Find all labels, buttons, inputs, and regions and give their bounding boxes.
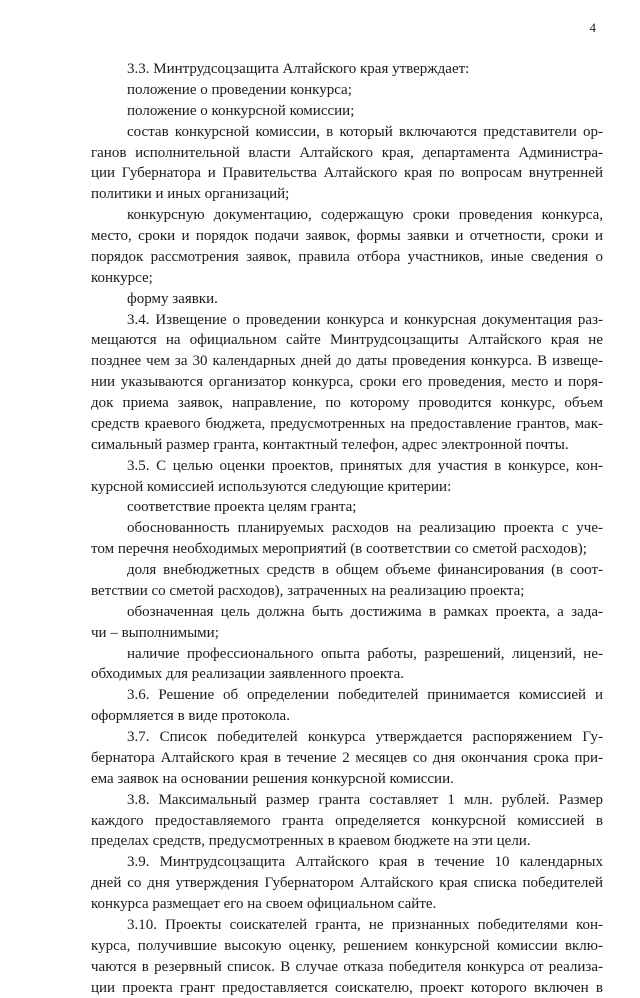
text-line: 3.10. Проекты соискателей гранта, не признанных победителями кон- [91, 915, 603, 936]
text-line: курсной комиссией используются следующие критерии: [91, 477, 603, 498]
text-line: доля внебюджетных средств в общем объеме финансирования (в соот- [91, 560, 603, 581]
text-line: каждого предоставляемого гранта определяется конкурсной комиссией в [91, 811, 603, 832]
text-line: наличие профессионального опыта работы, разрешений, лицензий, не- [91, 644, 603, 665]
text-line: оформляется в виде протокола. [91, 706, 603, 727]
text-line: 3.3. Минтрудсоцзащита Алтайского края утверждает: [91, 59, 603, 80]
text-line: 3.7. Список победителей конкурса утверждается распоряжением Гу- [91, 727, 603, 748]
page-number: 4 [590, 20, 597, 35]
text-line: 3.6. Решение об определении победителей принимается комиссией и [91, 685, 603, 706]
text-line: положение о конкурсной комиссии; [91, 101, 603, 122]
text-line: положение о проведении конкурса; [91, 80, 603, 101]
document-text [91, 59, 603, 998]
text-line: ции проекта грант предоставляется соискателю, проект которого включен в [91, 978, 603, 998]
text-line: конкурса размещает его на своем официальном сайте. [91, 894, 603, 915]
text-line: симальный размер гранта, контактный телефон, адрес электронной почты. [91, 435, 603, 456]
text-line: том перечня необходимых мероприятий (в соответствии со сметой расходов); [91, 539, 603, 560]
text-line: 3.5. С целью оценки проектов, принятых для участия в конкурсе, кон- [91, 456, 603, 477]
text-line: позднее чем за 30 календарных дней до даты проведения конкурса. В извеще- [91, 351, 603, 372]
text-line: чи – выполнимыми; [91, 623, 603, 644]
text-line: ветствии со сметой расходов), затраченных на реализацию проекта; [91, 581, 603, 602]
text-line: чаются в резервный список. В случае отказа победителя конкурса от реализа- [91, 957, 603, 978]
text-line: пределах средств, предусмотренных в краевом бюджете на эти цели. [91, 831, 603, 852]
text-line: обозначенная цель должна быть достижима в рамках проекта, а зада- [91, 602, 603, 623]
text-line: док приема заявок, направление, по которому проводится конкурс, объем [91, 393, 603, 414]
text-line: место, сроки и порядок подачи заявок, формы заявки и отчетности, сроки и [91, 226, 603, 247]
text-line: 3.8. Максимальный размер гранта составляет 1 млн. рублей. Размер [91, 790, 603, 811]
text-line: соответствие проекта целям гранта; [91, 497, 603, 518]
text-line: конкурсе; [91, 268, 603, 289]
text-line: нии указываются организатор конкурса, сроки его проведения, место и поря- [91, 372, 603, 393]
text-line: порядок рассмотрения заявок, правила отбора участников, иные сведения о [91, 247, 603, 268]
text-line: обоснованность планируемых расходов на реализацию проекта с уче- [91, 518, 603, 539]
text-line: ема заявок на основании решения конкурсной комиссии. [91, 769, 603, 790]
text-line: конкурсную документацию, содержащую сроки проведения конкурса, [91, 205, 603, 226]
text-line: курса, получившие высокую оценку, решением конкурсной комиссии вклю- [91, 936, 603, 957]
text-line: мещаются на официальном сайте Минтрудсоцзащиты Алтайского края не [91, 330, 603, 351]
text-line: средств краевого бюджета, предусмотренных на предоставление грантов, мак- [91, 414, 603, 435]
text-line: состав конкурсной комиссии, в который включаются представители ор- [91, 122, 603, 143]
text-line: ции Губернатора и Правительства Алтайского края по вопросам внутренней [91, 163, 603, 184]
text-line: ганов исполнительной власти Алтайского края, департамента Администра- [91, 143, 603, 164]
text-line: политики и иных организаций; [91, 184, 603, 205]
text-line: форму заявки. [91, 289, 603, 310]
text-line: бернатора Алтайского края в течение 2 месяцев со дня окончания срока при- [91, 748, 603, 769]
text-line: обходимых для реализации заявленного проекта. [91, 664, 603, 685]
text-line: дней со дня утверждения Губернатором Алтайского края списка победителей [91, 873, 603, 894]
text-line: 3.4. Извещение о проведении конкурса и конкурсная документация раз- [91, 310, 603, 331]
text-line: 3.9. Минтрудсоцзащита Алтайского края в течение 10 календарных [91, 852, 603, 873]
